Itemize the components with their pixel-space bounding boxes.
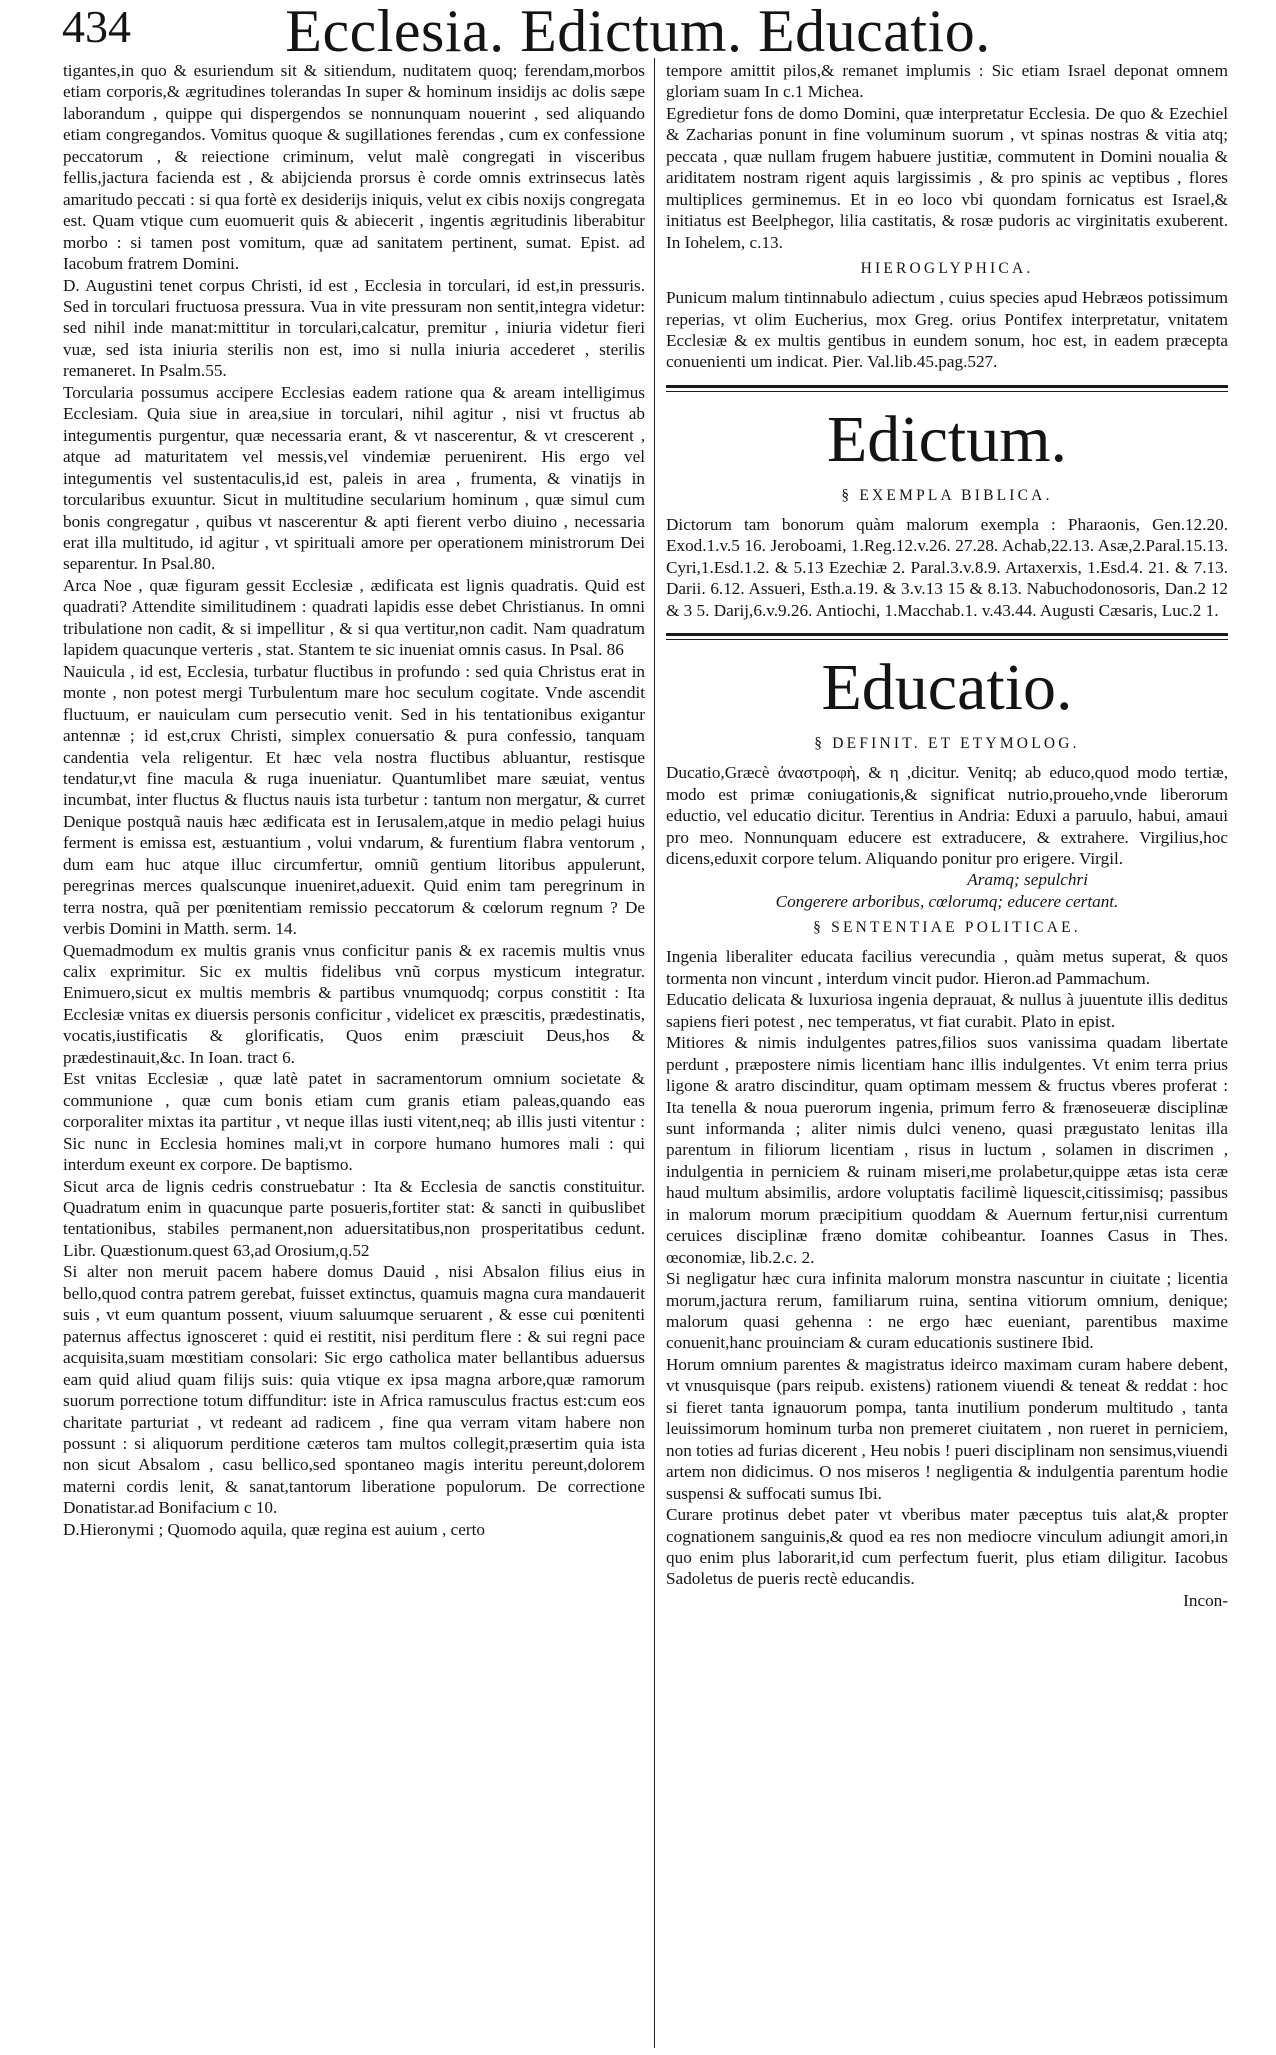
rubric-exempla-biblica: § EXEMPLA BIBLICA. — [841, 486, 1053, 504]
paragraph: Arca Noe , quæ figuram gessit Ecclesiæ , ædificata est lignis quadratis. Quid est quadrati? Attendite similitudinem : quadrati lapidis esse debet Christianus. In omni tribulatione non cadit, & si impellitur , & si qua vertitur,non cadit. Nam quadratum lapidem quacunque verteris , stat. Stantem te sic inueniat omnis casus. In Psal. 86 — [63, 575, 645, 660]
paragraph: Egredietur fons de domo Domini, quæ interpretatur Ecclesia. De quo & Ezechiel & Zacharias ponunt in fine voluminum suorum , vt spinas nostras & vitia atq; peccata , quæ nullam frugem habuere justitiæ, commutent in Domini noualia & ariditatem nostram rigent aquis largissimis , & pro spinis ac veptibus , flores multiplices germinemus. Et in eo loco vbi quondam fornicatus est Israel,& initiatus est Beelphegor, lilia castitatis, & rosæ pudoris ac virginitatis exuberent. In Iohelem, c.13. — [666, 103, 1228, 252]
paragraph: Quemadmodum ex multis granis vnus conficitur panis & ex racemis multis vnus calix exprimitur. Sic ex multis fidelibus vnũ corpus mysticum integratur. Enimuero,sicut ex multis membris & partibus vnumquodq; corpus constitit : Ita Ecclesiæ vnitas ex diuersis personis conficitur , videlicet ex præscitis, prædestinatis, vocatis,iustificatis & glorificatis, Quos enim præsciuit Deus,hos & prædestinauit,&c. In Ioan. tract 6. — [63, 940, 645, 1067]
catchword: Incon- — [1183, 1590, 1228, 1610]
paragraph: tigantes,in quo & esuriendum sit & sitiendum, nuditatem quoq; ferendam,morbos etiam corporis,& ægritudines tolerandas In super & hominum insidijs ac dolis sæpe laborandum , quippe qui dispergendos se nonnunquam nouerint , sed aliquando etiam congregandos. Vomitus quoque & sugillationes ferendas , cum ex confessione peccatorum , & reiectione criminum, velut malè congregati in visceribus fellis,jactura facienda est , & abijcienda prorsus è corde omnis extrinsecus latès amaritudo peccati : si qua fortè ex desiderijs iniquis, velut ex cibis noxijs congregata est. Quam vtique cum euomuerit quis & abiecerit , ingentis ægritudinis liberabitur morbo : si tamen post vomitum, quæ ad sanitatem pertinent, sumat. Epist. ad Iacobum fratrem Domini. — [63, 61, 645, 274]
paragraph: Horum omnium parentes & magistratus ideirco maximam curam habere debent, vt vnusquisque (pars reipub. existens) rationem viuendi & teneat & reddat : hoc si fieret tanta ignauorum pompa, tanta inutilium ponderum multitudo , tanta leuissimorum hominum turba non premeret ciuitatem , non rueret in perniciem, non toties ad furias dicerent , Heu nobis ! pueri disciplinam non sensimus,viuendi artem non didicimus. O nos miseros ! negligentia & indulgentia parentum hodie suspensi & suffocati sumus Ibi. — [666, 1354, 1228, 1503]
running-title: Ecclesia. Edictum. Educatio. — [285, 0, 991, 64]
verse-line: Aramq; sepulchri — [967, 870, 1088, 890]
paragraph: Punicum malum tintinnabulo adiectum , cuius species apud Hebræos potissimum reperias, vt olim Eucherius, mox Greg. orius Pontifex interpretatur, vnitatem Ecclesiæ & ex multis gentibus in eundem sonum, hoc est, in eadem præcepta conuenienti um indicat. Pier. Val.lib.45.pag.527. — [666, 288, 1228, 372]
section-heading-hieroglyphica: HIEROGLYPHICA. — [860, 260, 1034, 278]
paragraph: Nauicula , id est, Ecclesia, turbatur fluctibus in profundo : sed quia Christus erat in monte , non potest mergi Turbulentum mare hoc seculum cogitate. Vnde ascendit fluctuum, er nauiculam cum persecutio venit. Sed in his tentationibus exigantur antennæ ; id est,crux Christi, simplex conuersatio & pura confessio, tanquam candentia vela religentur. Et hæc vela nostra fluctibus abluantur, restisque tendatur,vt fine macula & ruga inueniatur. Quantumlibet mare sæuiat, ventus incumbat, inter fluctus & fluctus nauis ista turbetur : tantum non mergatur, & curret Denique postquã nauis hæc ædificata est in Ierusalem,atque in medio pelagi huius ferment is emissa est, æstuantium , volui vndarum, & furentium flabra ventorum , dum eam huc atque illuc circumfertur, omniũ gentium litoribus appulerunt, peregrinas merces qualscunque inueniret,aduexit. Quid enim tam peregrinum in terra nostra, quã per pœnitentiam remissio peccatorum & cœlorum regnum ? De verbis Domini in Matth. serm. 14. — [63, 661, 645, 939]
left-column — [63, 60, 645, 2045]
rubric-sententiae-politicae: § SENTENTIAE POLITICAE. — [813, 919, 1081, 937]
section-rule — [666, 633, 1228, 640]
right-column — [666, 60, 1228, 2045]
column-divider — [654, 58, 655, 2048]
paragraph: Ducatio,Græcè ἀναστροφὴ, & η ,dicitur. Venitq; ab educo,quod modo tertiæ, modo est primæ coniugationis,& significat nutrio,proueho,vnde liberorum eductio, vel educatio dicitur. Terentius in Andria: Eduxi a paruulo, habui, amaui pro meo. Nonnunquam educere est extraducere, & extrahere. Virgilius,hoc dicens,eduxit corpore telum. Aliquando ponitur pro erigere. Virgil. — [666, 763, 1228, 868]
entry-title-edictum: Edictum. — [826, 402, 1068, 476]
paragraph: Dictorum tam bonorum quàm malorum exempla : Pharaonis, Gen.12.20. Exod.1.v.5 16. Jeroboami, 1.Reg.12.v.26. 27.28. Achab,22.13. Asæ,2.Paral.15.13. Cyri,1.Esd.1.2. & 5.13 Ezechiæ 2. Paral.3.v.8.9. Artaxerxis, 1.Esd.4. 21. & 7.13. Darii. 6.12. Assueri, Esth.a.19. & 3.v.13 15 & 8.13. Nabuchodonosoris, Dan.2 12 & 3 5. Darij,6.v.9.26. Antiochi, 1.Macchab.1. v.43.44. Augusti Cæsaris, Luc.2 1. — [666, 514, 1228, 620]
verse-line: Congerere arboribus, cœlorumq; educere certant. — [775, 891, 1119, 911]
paragraph: Sicut arca de lignis cedris construebatur : Ita & Ecclesia de sanctis constituitur. Quadratum enim in quacunque parte posueris,fortiter stat: & sancti in quibuslibet tentationibus, stabiles permanent,non aduersitatibus,non prosperitatibus cedunt. Libr. Quæstionum.quest 63,ad Orosium,q.52 — [63, 1176, 645, 1260]
page-number: 434 — [62, 1, 131, 52]
paragraph: Torcularia possumus accipere Ecclesias eadem ratione qua & aream intelligimus Ecclesiam. Quia siue in area,siue in torculari, nihil agitur , nisi vt fructus ab integumentis purgentur, quæ necessaria erant, & vt nascerentur, & vt crescerent , atque ad maturitatem vel messis,vel vindemiæ peruenirent. His ergo vel integumentis vel sustentaculis,id est, paleis in area , frumenta, & vinatijs in torcularibus exuuntur. Sicut in multitudine secularium hominum , quæ simul cum bonis congregatur , quibus vt nascerentur & apti fierent verbo diuino , necessaria erat illa multitudo, id agitur , vt spirituali amore per operationem ministrorum Dei separentur. In Psal.80. — [63, 382, 645, 574]
paragraph: D.Hieronymi ; Quomodo aquila, quæ regina est auium , certo — [63, 1519, 485, 1539]
paragraph: Si alter non meruit pacem habere domus Dauid , nisi Absalon filius eius in bello,quod contra patrem gerebat, fuisset extinctus, quamuis magna cura mandauerit suis , vt eum quantum possent, viuum saluumque seruarent , & esse cui pœnitenti paternus affectus ignosceret : quid ei restitit, nisi perditum flere : & sui regni pace acquisita,suam mœstitiam consolari: Sic ergo catholica mater bellantibus aduersus eam quid aliud quam filijs suis: quia vtique ex ipsa magna arbore,quæ ramorum suorum porrectione totum diffunditur: iste in Africa ramusculus fractus est:cum eos charitate parturiat , vt redeant ad radicem , fine qua verram vitam habere non possunt : si aliquorum perditione cæteros tam multos collegit,præsertim quia ista non sicut Absalom , casu bellico,sed spontaneo magis interitu pereunt,dolorem materni cordis lenit, & sanat,tantorum liberatione populorum. De correctione Donatistar.ad Bonifacium c 10. — [63, 1262, 645, 1518]
paragraph: Est vnitas Ecclesiæ , quæ latè patet in sacramentorum omnium societate & communione , quæ cum bonis etiam cum granis etiam paleas,quando eas corporaliter mixtas ita partitur , vt neque illas iusti vitent,neq; ab illis justi vitentur : Sic nunc in Ecclesia homines mali,vt in corpore humano humores mali : qui interdum exeunt ex corpore. De baptismo. — [63, 1069, 645, 1175]
paragraph: Si negligatur hæc cura infinita malorum monstra nascuntur in ciuitate ; licentia morum,jactura rerum, familiarum ruina, sentina vitiorum omnium, denique; malorum quasi gehenna : ne ergo hæc eueniant, parentibus maxime conuenit,hanc prouinciam & curam educationis sustinere Ibid. — [666, 1269, 1228, 1353]
rubric-definit-etymolog: § DEFINIT. ET ETYMOLOG. — [814, 735, 1080, 753]
section-rule — [666, 385, 1228, 392]
entry-title-educatio: Educatio. — [821, 651, 1073, 725]
paragraph: Educatio delicata & luxuriosa ingenia deprauat, & nullus à juuentute illis deditus sapiens fieri potest , nec temperatus, vt fiat curabit. Plato in epist. — [666, 990, 1228, 1031]
paragraph: Mitiores & nimis indulgentes patres,filios suos vanissima quadam libertate perdunt , præpostere nimis licentiam hanc illis indulgentes. Vt enim terra prius ligone & aratro discinditur, quam optimam messem & fructus vberes proferat : Ita tenella & noua puerorum ingenia, primum ferro & frænoseueræ disciplinæ sunt informanda ; aliter nimis dulci veneno, quasi prægustato lenitas illa parentum in filiorum licentiam , risus in luctum , solamen in discrimen , indulgentia in perniciem & ruinam miseri,me prolabetur,quippe ætas ista ceræ haud multum absimilis, ardore voluptatis facilimè liquescit,citissimisq; passibus in malorum morum præcipitium quoddam & Auernum fertur,nisi currentum ceruices disciplinæ fræno domitæ cohibeantur. Ioannes Casus in Thes. œconomiæ, lib.2.c. 2. — [666, 1033, 1228, 1267]
paragraph: Curare protinus debet pater vt vberibus mater pæceptus tuis alat,& propter cognationem sanguinis,& quod ea res non mediocre vinculum adiungit amori,in quo enim plus laborarit,id cum perfectum fuerit, plus etiam diligitur. Iacobus Sadoletus de pueris rectè educandis. — [666, 1505, 1228, 1589]
paragraph: tempore amittit pilos,& remanet implumis : Sic etiam Israel deponat omnem gloriam suam In c.1 Michea. — [666, 61, 1228, 102]
paragraph: Ingenia liberaliter educata facilius verecundia , quàm metus superat, & quos tormenta non vincunt , interdum vincit pudor. Hieron.ad Pammachum. — [666, 947, 1228, 988]
paragraph: D. Augustini tenet corpus Christi, id est , Ecclesia in torculari, id est,in pressuris. Sed in torculari fructuosa pressura. Vua in vite pressuram non sentit,integra videtur: sed nihil inde manat:mittitur in torculari,calcatur, premitur , iniuria videtur fieri vuæ, sed ista iniuria sterilis non est, imo si nulla iniuria accederet , sterilis remaneret. In Psalm.55. — [63, 275, 645, 381]
